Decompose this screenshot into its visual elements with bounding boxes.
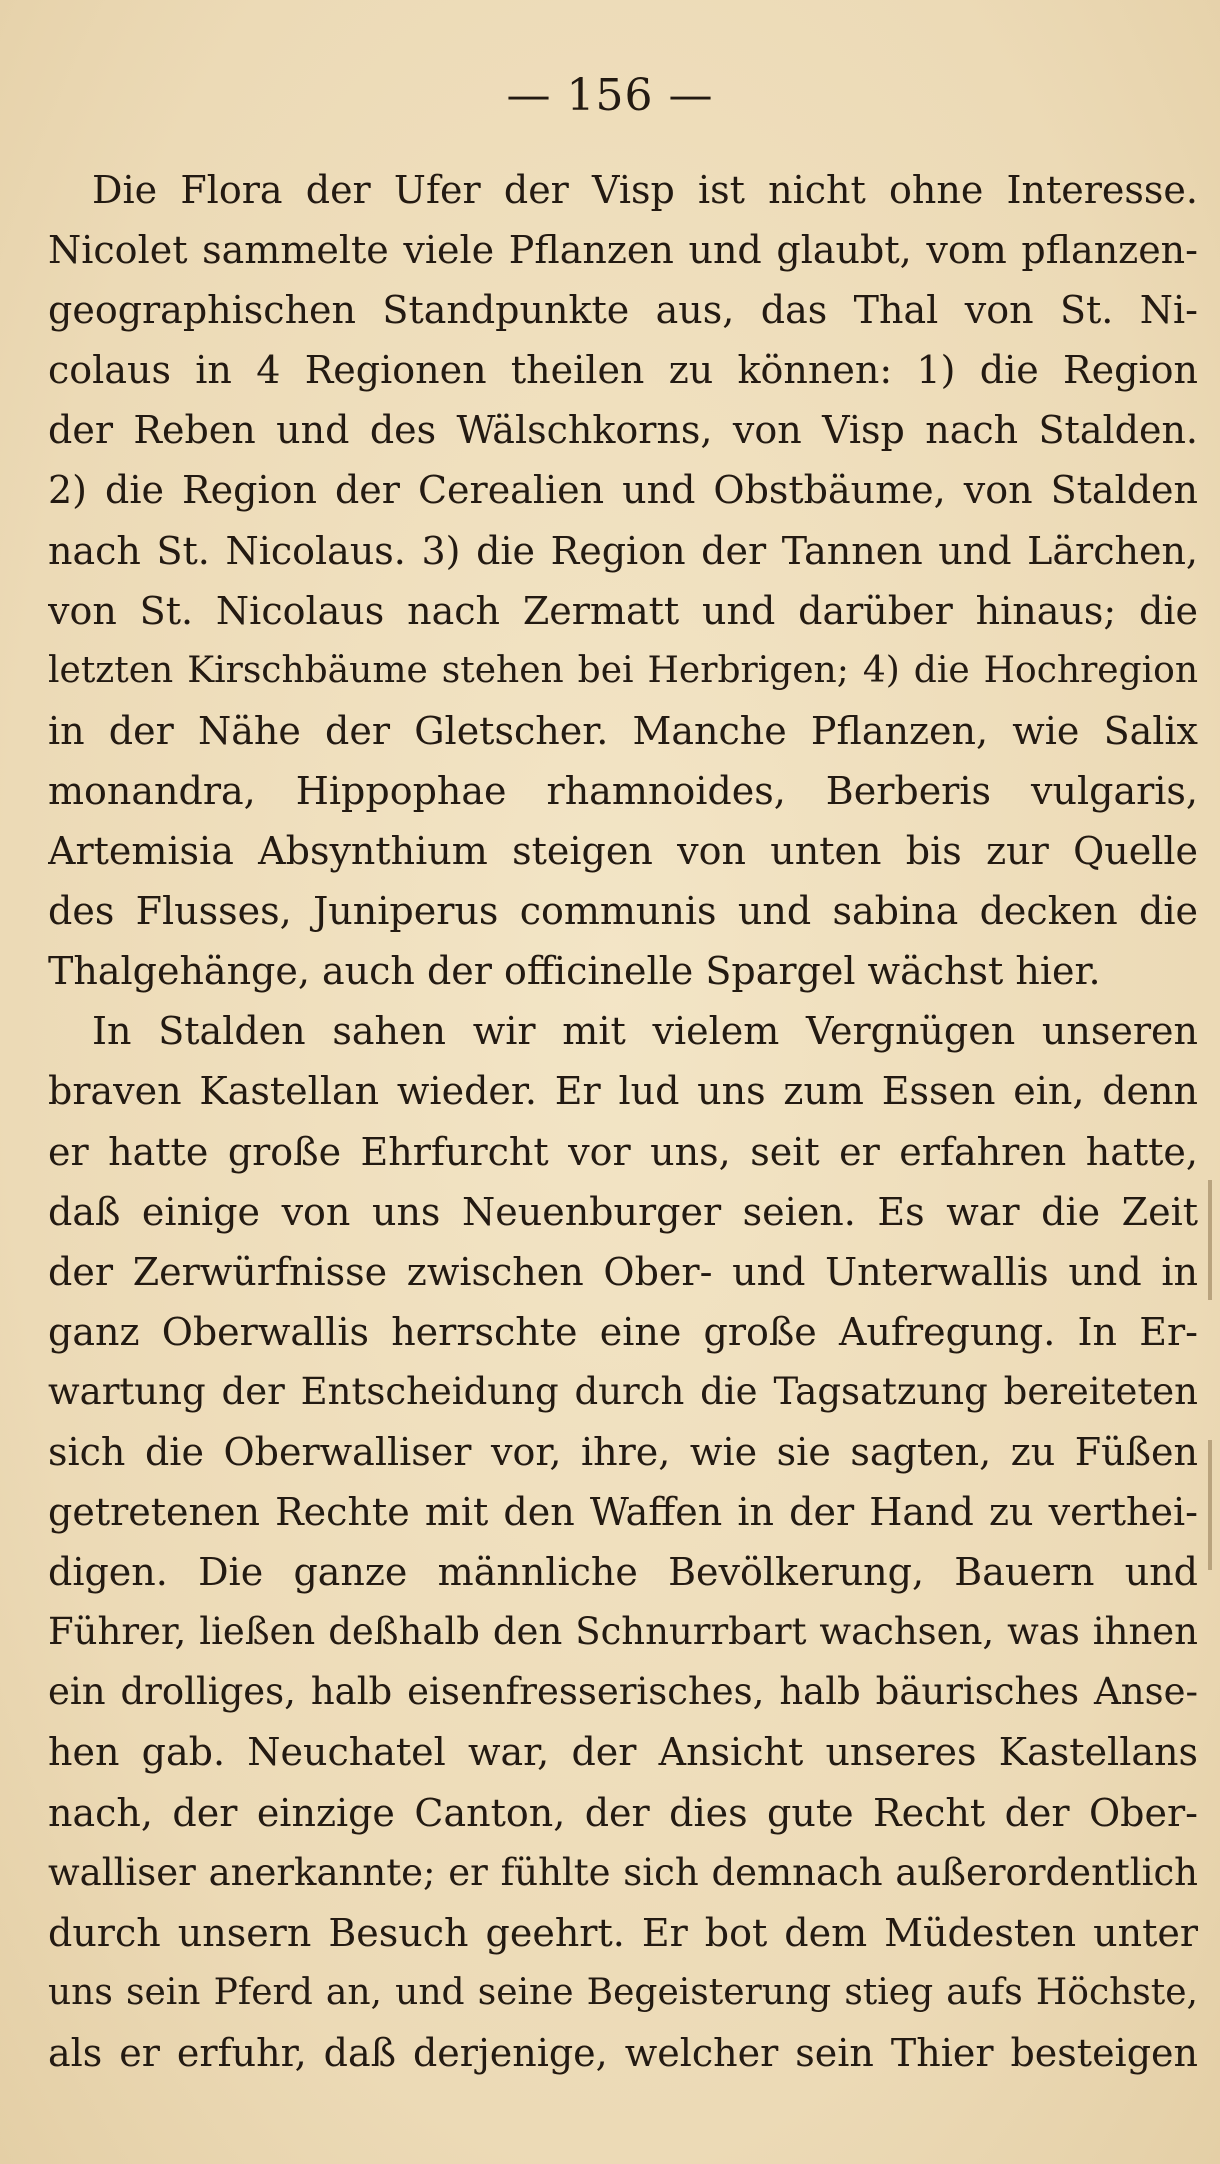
page-number: — 156 — (506, 70, 714, 121)
text-line: braven Kastellan wieder. Er lud uns zum Essen ein, denn (48, 1069, 1198, 1114)
text-line: er hatte große Ehrfurcht vor uns, seit er erfahren hatte, (48, 1129, 1198, 1174)
text-line: digen. Die ganze männliche Bevölkerung, Bauern und (48, 1550, 1198, 1595)
text-block (48, 160, 1198, 2083)
text-line: uns sein Pferd an, und seine Begeisterung stieg aufs Höchste, (48, 1971, 1198, 2013)
text-line: der Zerwürfnisse zwischen Ober- und Unterwallis und in (48, 1249, 1198, 1294)
text-line: hen gab. Neuchatel war, der Ansicht unseres Kastellans (48, 1730, 1198, 1775)
text-line: walliser anerkannte; er fühlte sich demnach außerordentlich (48, 1850, 1198, 1894)
text-line: geographischen Standpunkte aus, das Thal von St. Ni- (48, 288, 1198, 333)
text-line: des Flusses, Juniperus communis und sabina decken die (48, 889, 1198, 934)
text-line: Nicolet sammelte viele Pflanzen und glaubt, vom pflanzen- (48, 228, 1198, 273)
text-line: durch unsern Besuch geehrt. Er bot dem Müdesten unter (48, 1910, 1198, 1955)
text-line: Thalgehänge, auch der officinelle Spargel wächst hier. (48, 949, 1101, 994)
text-line: sich die Oberwalliser vor, ihre, wie sie sagten, zu Füßen (48, 1429, 1198, 1474)
text-line: Führer, ließen deßhalb den Schnurrbart wachsen, was ihnen (48, 1610, 1198, 1654)
text-line: in der Nähe der Gletscher. Manche Pflanzen, wie Salix (48, 708, 1198, 753)
page-edge-mark (1208, 1440, 1212, 1570)
text-line: von St. Nicolaus nach Zermatt und darüber hinaus; die (48, 588, 1198, 633)
text-line: In Stalden sahen wir mit vielem Vergnügen unseren (92, 1009, 1198, 1054)
text-line: als er erfuhr, daß derjenige, welcher sein Thier besteigen (48, 2030, 1198, 2075)
page-edge-mark (1208, 1180, 1212, 1300)
text-line: wartung der Entscheidung durch die Tagsatzung bereiteten (48, 1369, 1198, 1413)
text-line: ganz Oberwallis herrschte eine große Aufregung. In Er- (48, 1309, 1198, 1354)
text-line: ein drolliges, halb eisenfresserisches, halb bäurisches Anse- (48, 1670, 1198, 1714)
text-line: monandra, Hippophae rhamnoides, Berberis vulgaris, (48, 768, 1198, 813)
text-line: colaus in 4 Regionen theilen zu können: 1) die Region (48, 348, 1198, 393)
text-line: getretenen Rechte mit den Waffen in der Hand zu verthei- (48, 1490, 1198, 1535)
text-line: nach St. Nicolaus. 3) die Region der Tannen und Lärchen, (48, 528, 1198, 573)
text-line: der Reben und des Wälschkorns, von Visp nach Stalden. (48, 408, 1198, 453)
text-line: daß einige von uns Neuenburger seien. Es war die Zeit (48, 1189, 1198, 1234)
text-line: Artemisia Absynthium steigen von unten bis zur Quelle (48, 829, 1198, 874)
text-line: nach, der einzige Canton, der dies gute Recht der Ober- (48, 1790, 1198, 1835)
text-line: Die Flora der Ufer der Visp ist nicht ohne Interesse. (92, 168, 1198, 212)
text-line: 2) die Region der Cerealien und Obstbäume, von Stalden (48, 468, 1198, 513)
text-line: letzten Kirschbäume stehen bei Herbrigen; 4) die Hochregion (48, 649, 1198, 691)
